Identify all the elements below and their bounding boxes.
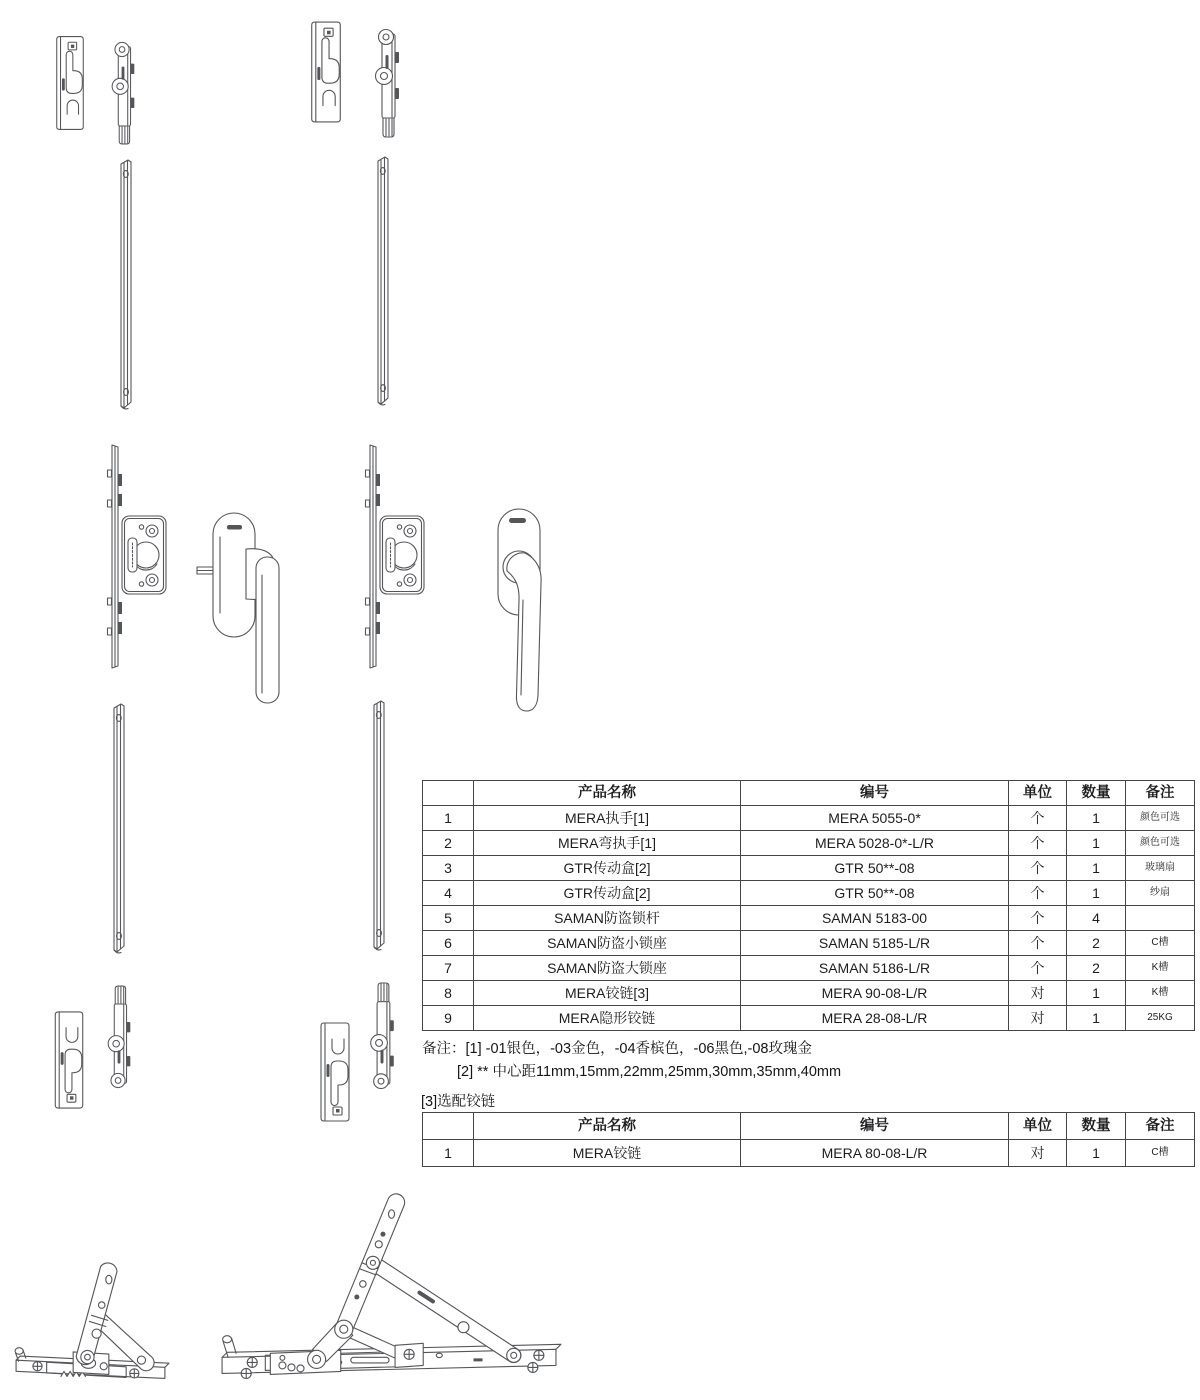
large-keeper-plate-drawing bbox=[316, 1020, 354, 1124]
table-cell: 9 bbox=[423, 1006, 474, 1031]
table-cell: 1 bbox=[1067, 881, 1126, 906]
table-cell: 个 bbox=[1009, 831, 1067, 856]
column-header: 单位 bbox=[1009, 1113, 1067, 1140]
table-cell: K槽 bbox=[1126, 981, 1195, 1006]
table-cell: 7 bbox=[423, 956, 474, 981]
table-cell: MERA 90-08-L/R bbox=[741, 981, 1009, 1006]
table-cell: MERA铰链[3] bbox=[474, 981, 741, 1006]
table-cell: 颜色可选 bbox=[1126, 806, 1195, 831]
table-cell: MERA 5055-0* bbox=[741, 806, 1009, 831]
large-keeper-plate-drawing bbox=[306, 20, 346, 124]
table-cell: 纱扇 bbox=[1126, 881, 1195, 906]
table-cell: 3 bbox=[423, 856, 474, 881]
table-cell: MERA 28-08-L/R bbox=[741, 1006, 1009, 1031]
table-cell: C槽 bbox=[1126, 1140, 1195, 1167]
column-header: 产品名称 bbox=[474, 1113, 741, 1140]
table-cell: 玻璃扇 bbox=[1126, 856, 1195, 881]
table-cell: MERA铰链 bbox=[474, 1140, 741, 1167]
gearbox-drawing bbox=[364, 442, 426, 672]
table-row bbox=[423, 906, 1195, 931]
table-cell: 个 bbox=[1009, 906, 1067, 931]
table-cell: 1 bbox=[1067, 1006, 1126, 1031]
header-row bbox=[423, 781, 1195, 806]
handle-side-view-drawing bbox=[196, 503, 288, 711]
friction-hinge-large-drawing bbox=[210, 1188, 562, 1400]
table-cell: MERA隐形铰链 bbox=[474, 1006, 741, 1031]
column-header: 编号 bbox=[741, 781, 1009, 806]
column-header bbox=[423, 1113, 474, 1140]
table-row bbox=[423, 856, 1195, 881]
table-cell: SAMAN防盗大锁座 bbox=[474, 956, 741, 981]
table-cell: GTR 50**-08 bbox=[741, 881, 1009, 906]
table-cell: K槽 bbox=[1126, 956, 1195, 981]
table-cell: 2 bbox=[423, 831, 474, 856]
table-cell: 对 bbox=[1009, 981, 1067, 1006]
table-cell: 1 bbox=[423, 1140, 474, 1167]
table-row bbox=[423, 1006, 1195, 1031]
table-cell: 1 bbox=[1067, 831, 1126, 856]
table-cell: 个 bbox=[1009, 881, 1067, 906]
column-header: 数量 bbox=[1067, 781, 1126, 806]
table-cell: SAMAN防盗锁杆 bbox=[474, 906, 741, 931]
remarks-note-line-2: [2] ** 中心距11mm,15mm,22mm,25mm,30mm,35mm,40mm bbox=[457, 1064, 842, 1080]
table-cell: 4 bbox=[423, 881, 474, 906]
small-keeper-plate-drawing bbox=[50, 1010, 88, 1110]
table-cell: 个 bbox=[1009, 956, 1067, 981]
gearbox-drawing bbox=[106, 442, 168, 672]
optional-hinge-table bbox=[422, 1112, 1195, 1167]
column-header: 备注 bbox=[1126, 1113, 1195, 1140]
small-lock-block-drawing bbox=[106, 36, 140, 148]
table-cell: 颜色可选 bbox=[1126, 831, 1195, 856]
lock-rod-drawing bbox=[371, 155, 393, 410]
lock-rod-drawing bbox=[114, 158, 136, 414]
small-keeper-plate-drawing bbox=[52, 33, 88, 133]
table-cell: SAMAN 5183-00 bbox=[741, 906, 1009, 931]
table-row bbox=[423, 881, 1195, 906]
table-cell: SAMAN防盗小锁座 bbox=[474, 931, 741, 956]
header-row bbox=[423, 1113, 1195, 1140]
table-cell: MERA 5028-0*-L/R bbox=[741, 831, 1009, 856]
table-cell: 2 bbox=[1067, 931, 1126, 956]
table-row bbox=[423, 956, 1195, 981]
table-cell: 8 bbox=[423, 981, 474, 1006]
table-row bbox=[423, 981, 1195, 1006]
column-header: 备注 bbox=[1126, 781, 1195, 806]
column-header: 数量 bbox=[1067, 1113, 1126, 1140]
table-cell: 对 bbox=[1009, 1006, 1067, 1031]
table-cell: 个 bbox=[1009, 931, 1067, 956]
small-lock-block-drawing bbox=[102, 982, 136, 1094]
table-cell: 25KG bbox=[1126, 1006, 1195, 1031]
table-cell: GTR传动盒[2] bbox=[474, 856, 741, 881]
table-row bbox=[423, 1140, 1195, 1167]
table-cell: 1 bbox=[1067, 806, 1126, 831]
table-cell bbox=[1126, 906, 1195, 931]
column-header: 产品名称 bbox=[474, 781, 741, 806]
table-cell: MERA弯执手[1] bbox=[474, 831, 741, 856]
table-cell: 个 bbox=[1009, 806, 1067, 831]
large-lock-block-drawing bbox=[364, 982, 400, 1092]
friction-hinge-small-drawing bbox=[12, 1252, 170, 1400]
table-cell: 4 bbox=[1067, 906, 1126, 931]
table-cell: 1 bbox=[423, 806, 474, 831]
table-cell: 6 bbox=[423, 931, 474, 956]
lock-rod-drawing bbox=[367, 699, 389, 955]
table-cell: SAMAN 5185-L/R bbox=[741, 931, 1009, 956]
remarks-note-line-1: 备注：[1] -01银色，-03金色，-04香槟色，-06黑色,-08玫瑰金 bbox=[422, 1041, 812, 1057]
large-lock-block-drawing bbox=[369, 26, 405, 138]
table-cell: C槽 bbox=[1126, 931, 1195, 956]
table-cell: 1 bbox=[1067, 981, 1126, 1006]
table-cell: 1 bbox=[1067, 856, 1126, 881]
main-parts-table bbox=[422, 780, 1195, 1031]
table-cell: GTR传动盒[2] bbox=[474, 881, 741, 906]
optional-hinge-label: [3]选配铰链 bbox=[421, 1094, 496, 1110]
column-header: 编号 bbox=[741, 1113, 1009, 1140]
column-header bbox=[423, 781, 474, 806]
table-cell: 1 bbox=[1067, 1140, 1126, 1167]
table-row bbox=[423, 806, 1195, 831]
table-row bbox=[423, 831, 1195, 856]
bent-handle-front-view-drawing bbox=[492, 505, 550, 720]
table-cell: 2 bbox=[1067, 956, 1126, 981]
column-header: 单位 bbox=[1009, 781, 1067, 806]
table-cell: 个 bbox=[1009, 856, 1067, 881]
table-cell: 5 bbox=[423, 906, 474, 931]
lock-rod-drawing bbox=[107, 702, 129, 958]
table-cell: GTR 50**-08 bbox=[741, 856, 1009, 881]
table-cell: MERA 80-08-L/R bbox=[741, 1140, 1009, 1167]
table-cell: SAMAN 5186-L/R bbox=[741, 956, 1009, 981]
table-cell: MERA执手[1] bbox=[474, 806, 741, 831]
table-row bbox=[423, 931, 1195, 956]
table-cell: 对 bbox=[1009, 1140, 1067, 1167]
